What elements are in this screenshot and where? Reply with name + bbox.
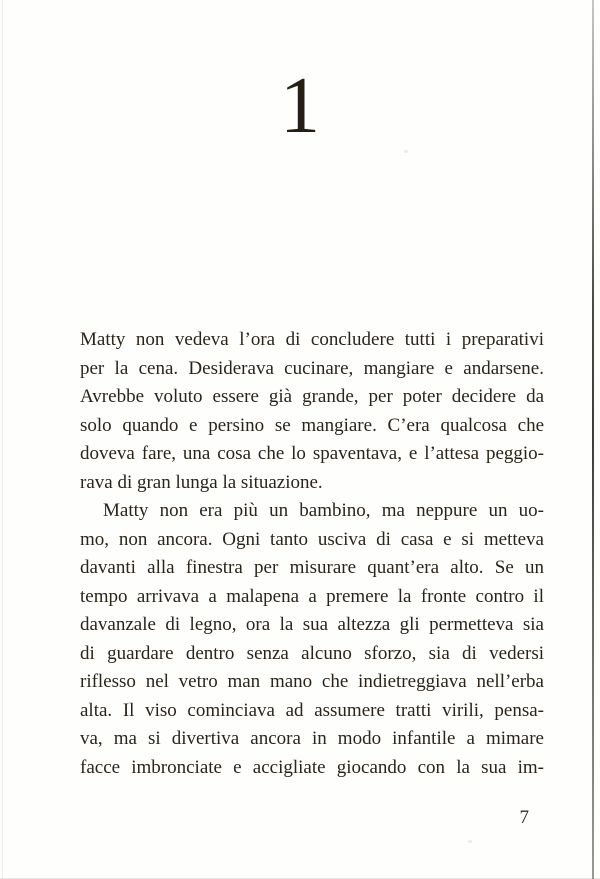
text-line: di guardare dentro senza alcuno sforzo, sia di vedersi (80, 642, 544, 664)
text-line: mo, non ancora. Ogni tanto usciva di casa e si metteva (80, 528, 544, 550)
paragraph (80, 497, 544, 782)
paper-speck (468, 840, 472, 843)
paper-speck (404, 150, 408, 153)
text-line: facce imbronciate e accigliate giocando con la sua im- (80, 756, 544, 778)
text-line: alta. Il viso cominciava ad assumere tratti virili, pensa- (80, 699, 544, 721)
text-line: davanti alla finestra per misurare quant’era alto. Se un (80, 557, 544, 578)
paragraph (80, 326, 544, 497)
text-line: riflesso nel vetro man mano che indietreggiava nell’erba (80, 671, 544, 692)
chapter-number: 1 (280, 62, 320, 150)
text-line: Matty non vedeva l’ora di concludere tutti i preparativi (80, 329, 544, 350)
text-line: solo quando e persino se mangiare. C’era qualcosa che (80, 414, 544, 436)
body-text (80, 326, 544, 782)
text-line: rava di gran lunga la situazione. (80, 471, 323, 493)
text-line: doveva fare, una cosa che lo spaventava, e l’attesa peggio- (80, 443, 544, 464)
page-number: 7 (519, 807, 529, 828)
text-line: davanzale di legno, ora la sua altezza gli permetteva sia (80, 614, 544, 635)
text-line: per la cena. Desiderava cucinare, mangiare e andarsene. (80, 357, 544, 379)
text-line: Avrebbe voluto essere già grande, per poter decidere da (80, 386, 544, 407)
left-edge-shadow (2, 0, 3, 879)
paper-speck (455, 516, 458, 519)
text-line: va, ma si divertiva ancora in modo infantile a mimare (80, 728, 544, 749)
page-edge-shadow (592, 0, 594, 879)
text-line: tempo arrivava a malapena a premere la fronte contro il (80, 585, 544, 607)
text-line: Matty non era più un bambino, ma neppure un uo- (103, 500, 544, 521)
